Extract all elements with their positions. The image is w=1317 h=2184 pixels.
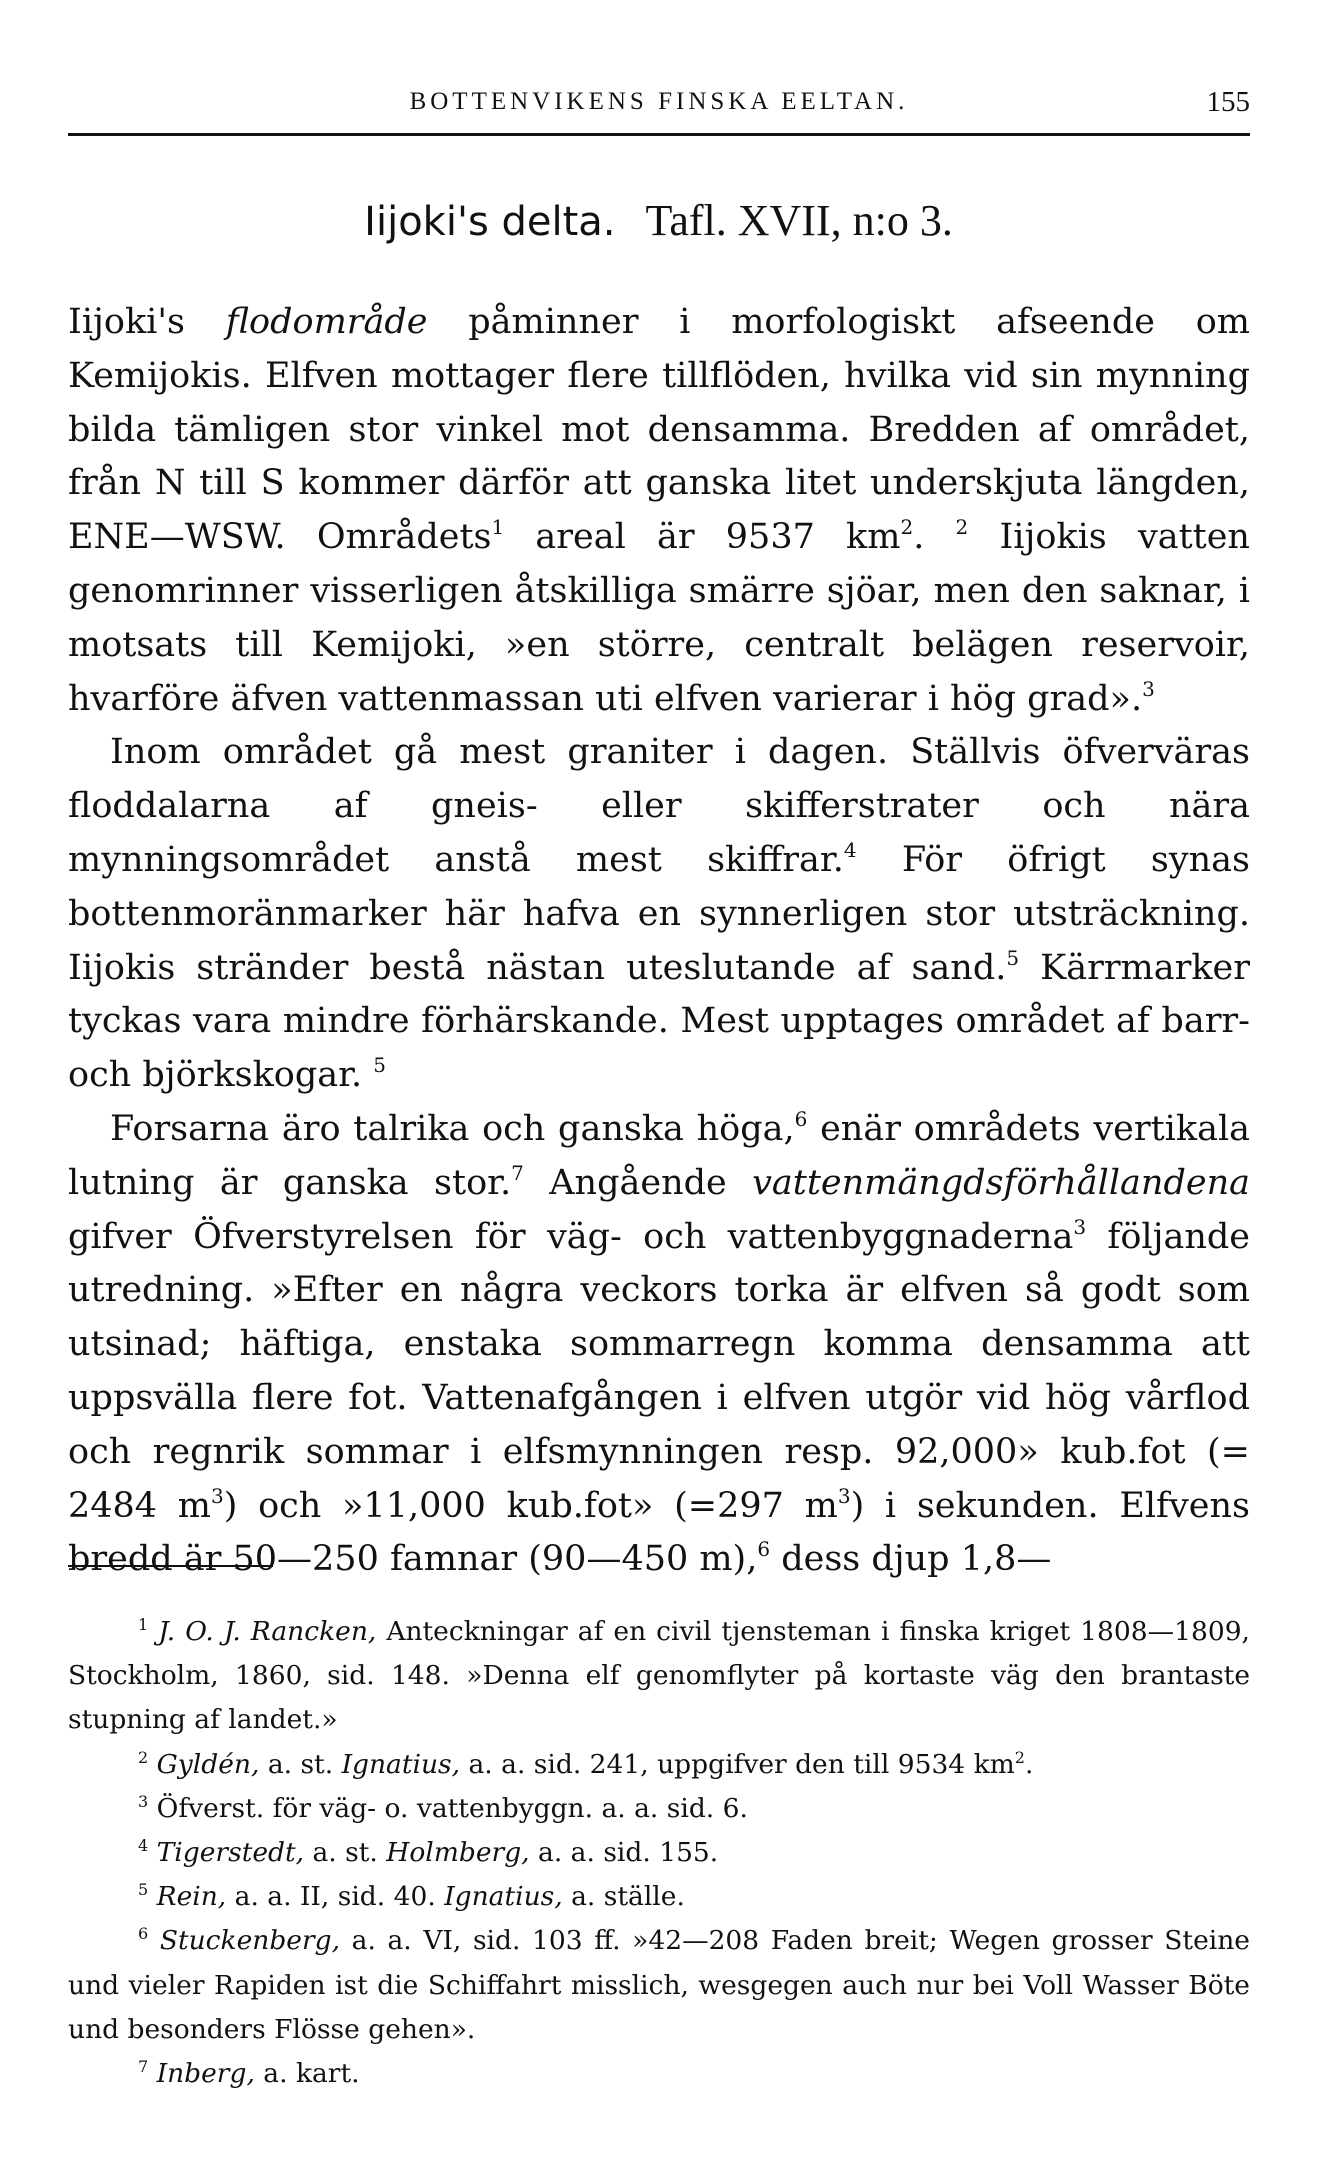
footnote-author: Rein, xyxy=(156,1881,227,1913)
footnotes xyxy=(68,1610,1250,2096)
footnote-5 xyxy=(68,1875,1250,1919)
heading-table-ref: Tafl. XVII, n:o 3. xyxy=(645,196,953,245)
text-run: Forsarna äro talrika och ganska höga, xyxy=(110,1108,795,1149)
italic-term: flodområde xyxy=(225,302,428,342)
header-rule xyxy=(68,133,1250,136)
text-run: Kärrmarker tyckas vara mindre förhärskande. Mest upptages området af barr- och björkskogar. xyxy=(68,947,1250,1096)
text-run: enär områdets vertikala lutning är ganska stor. xyxy=(68,1108,1251,1203)
text-run: ) och »11,000 kub.fot» (=297 m xyxy=(223,1485,838,1526)
footnote-ref: 5 xyxy=(1006,945,1020,970)
text-run: ) i sekunden. Elfvens bredd är 50—250 famnar (90—450 m), xyxy=(68,1485,1251,1580)
footnote-author: J. O. J. Rancken, xyxy=(158,1616,377,1647)
footnote-number: 4 xyxy=(138,1836,149,1856)
footnote-author: Ignatius, xyxy=(444,1881,563,1913)
footnote-text: Öfverst. för väg- o. vattenbyggn. a. a. sid. 6. xyxy=(156,1792,748,1824)
footnote-rule xyxy=(68,1565,273,1567)
text-run: . xyxy=(913,517,956,558)
footnote-number: 3 xyxy=(138,1791,149,1811)
footnote-number: 6 xyxy=(138,1924,149,1944)
text-run: följande utredning. »Efter en några veckors torka är elfven så godt som utsinad; häftiga, enstaka sommarregn komma densamma att uppsvälla flere fot. Vattenafgången i elfven utgör vid hög vårflod och regnrik sommar i elfsmynningen resp. 92,000» kub.fot (= 2484 m xyxy=(68,1216,1250,1526)
text-run: För öfrigt synas bottenmoränmarker här hafva en synnerligen stor utsträckning. Iijokis stränder bestå nästan uteslutande af sand. xyxy=(68,839,1250,988)
footnote-author: Inberg, xyxy=(156,2058,255,2090)
superscript: 2 xyxy=(900,515,914,540)
section-heading xyxy=(0,195,1317,246)
italic-term: vattenmängdsförhållandena xyxy=(752,1162,1250,1203)
footnote-author: Tigerstedt, xyxy=(156,1837,305,1869)
text-run: Iijoki's xyxy=(68,302,226,342)
superscript: 3 xyxy=(210,1483,224,1508)
footnote-author: Ignatius, xyxy=(341,1748,461,1780)
footnote-text: a. ställe. xyxy=(562,1881,685,1913)
footnote-text: a. a. sid. 155. xyxy=(529,1837,719,1869)
footnote-text: a. st. xyxy=(304,1837,387,1869)
paragraph-2 xyxy=(68,726,1250,1103)
page-number: 155 xyxy=(1206,86,1250,118)
footnote-number: 7 xyxy=(138,2057,149,2077)
footnote-2 xyxy=(68,1743,1250,1787)
footnote-author: Holmberg, xyxy=(386,1837,530,1869)
footnote-text: . xyxy=(1024,1748,1034,1780)
paragraph-3 xyxy=(68,1103,1250,1587)
text-run: gifver Öfverstyrelsen för väg- och vattenbyggnaderna xyxy=(68,1216,1074,1257)
footnote-author: Stuckenberg, xyxy=(159,1925,341,1957)
footnote-1 xyxy=(68,1610,1250,1743)
footnote-4 xyxy=(68,1831,1250,1875)
superscript: 3 xyxy=(837,1483,851,1508)
footnote-ref: 3 xyxy=(1142,676,1155,701)
footnote-text: a. a. VI, sid. 103 ff. »42—208 Faden breit; Wegen grosser Steine und vieler Rapiden ist die Schiffahrt misslich, wesgegen auch nur bei Voll Wasser Böte und besonders Flösse gehen». xyxy=(68,1925,1250,2045)
footnote-text: a. st. xyxy=(259,1748,342,1780)
footnote-number: 5 xyxy=(138,1880,149,1900)
superscript: 2 xyxy=(1014,1747,1025,1767)
text-run: areal är 9537 km xyxy=(504,517,901,558)
text-run: Inom området gå mest graniter i dagen. Ställvis öfverväras floddalarna af gneis- eller skifferstrater och nära mynningsområdet anstå mest skiffrar. xyxy=(68,732,1250,880)
body-text xyxy=(68,296,1250,1587)
footnote-number: 1 xyxy=(138,1615,149,1634)
footnote-author: Gyldén, xyxy=(156,1748,260,1780)
footnote-text: Anteckningar af en civil tjensteman i finska kriget 1808—1809, Stockholm, 1860, sid. 148. »Denna elf genomflyter på kortaste väg den brantaste stupning af landet.» xyxy=(68,1616,1250,1736)
text-run: påminner i morfologiskt afseende om Kemijokis. Elfven mottager flere tillflöden, hvilka vid sin mynning bilda tämligen stor vinkel mot densamma. Bredden af området, från N till S kommer därför att ganska litet underskjuta längden, ENE—WSW. Områdets xyxy=(68,302,1250,558)
footnote-number: 2 xyxy=(138,1747,149,1767)
footnote-3 xyxy=(68,1787,1250,1831)
running-title: BOTTENVIKENS FINSKA EELTAN. xyxy=(409,88,909,115)
footnote-6 xyxy=(68,1919,1250,2052)
heading-name: Iijoki's delta. xyxy=(364,199,616,245)
footnote-7 xyxy=(68,2052,1250,2096)
text-run: Angående xyxy=(523,1162,753,1203)
footnote-text: a. a. II, sid. 40. xyxy=(226,1881,445,1913)
footnote-ref: 5 xyxy=(373,1053,387,1078)
text-run: dess djup 1,8— xyxy=(770,1539,1052,1580)
footnote-text: a. kart. xyxy=(254,2058,360,2090)
footnote-ref: 2 xyxy=(955,515,969,540)
running-header xyxy=(68,84,1250,128)
footnote-ref: 6 xyxy=(794,1106,808,1131)
text-run: Iijokis vatten genomrinner visserligen åtskilliga smärre sjöar, men den saknar, i motsats till Kemijoki, »en större, centralt belägen reservoir, hvarföre äfven vattenmassan uti elfven varierar i hög grad». xyxy=(68,517,1250,719)
footnote-ref: 6 xyxy=(757,1537,771,1562)
footnote-ref: 4 xyxy=(843,837,857,862)
footnote-ref: 7 xyxy=(511,1160,524,1185)
paragraph-1 xyxy=(68,296,1250,726)
footnote-text: a. a. sid. 241, uppgifver den till 9534 km xyxy=(460,1748,1015,1780)
footnote-ref: 1 xyxy=(491,515,505,540)
footnote-ref: 3 xyxy=(1073,1214,1087,1239)
